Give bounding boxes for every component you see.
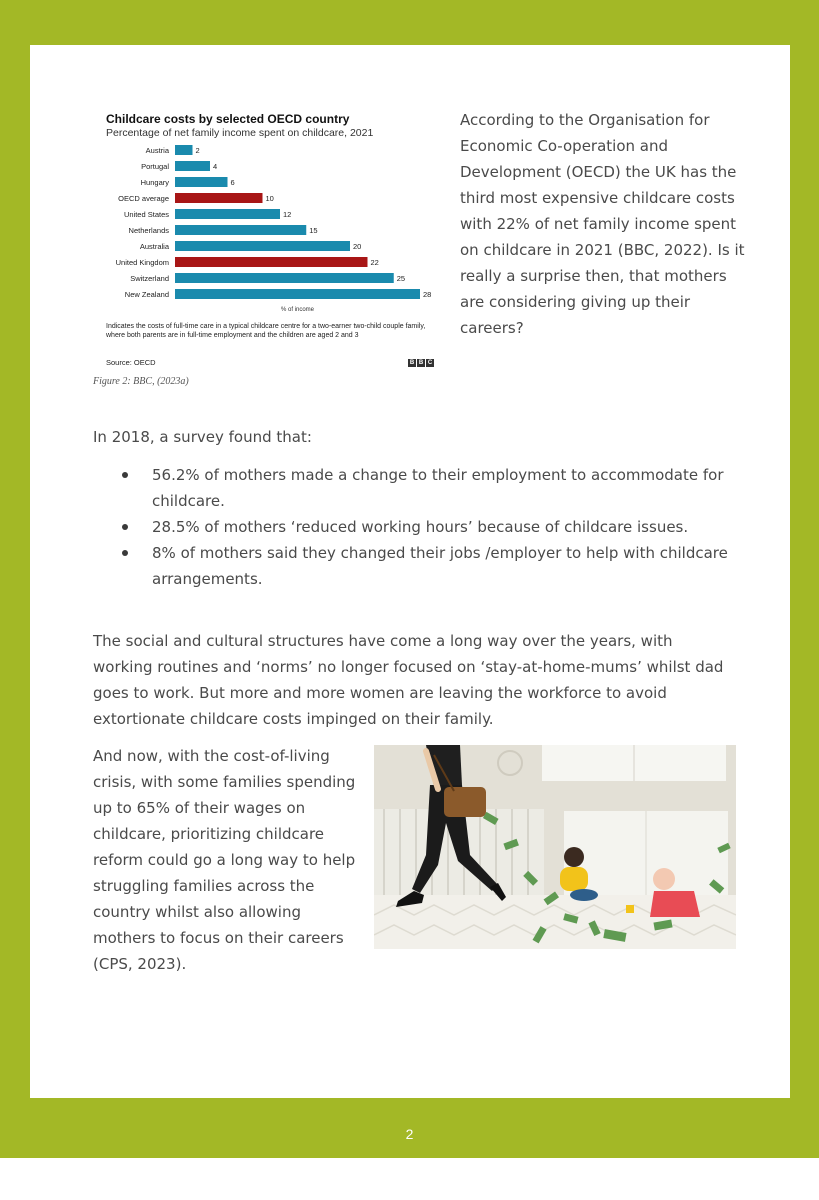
chart-category-label: United States [123, 210, 169, 219]
chart-bar [175, 145, 193, 155]
chart-source: Source: OECD [106, 358, 156, 367]
bullet-icon [122, 550, 128, 556]
chart-note: Indicates the costs of full-time care in a typical childcare centre for a two-earner two-child couple family, where both parents are in full-time employment and the children are aged 2 and 3 [106, 323, 426, 339]
mother-leaving-babies-illustration [374, 745, 736, 949]
list-item-text: 56.2% of mothers made a change to their employment to accommodate for childcare. [152, 466, 724, 510]
chart-bar [175, 241, 350, 251]
chart-category-label: United Kingdom [115, 258, 169, 267]
figure-caption: Figure 2: BBC, (2023a) [93, 376, 189, 387]
chart-bar [175, 273, 394, 283]
chart-category-label: OECD average [118, 194, 169, 203]
chart-subtitle: Percentage of net family income spent on childcare, 2021 [106, 127, 374, 139]
chart-data-label: 28 [423, 290, 432, 299]
chart-x-axis-label: % of income [280, 307, 315, 313]
intro-paragraph: According to the Organisation for Economic Co-operation and Development (OECD) the UK has the third most expensive childcare costs with 22% of net family income spent on childcare in 2021 (BBC, 2022). Is it really a surprise then, that mothers are considering giving up their careers? [460, 111, 745, 337]
chart-category-label: Portugal [141, 162, 169, 171]
list-item-text: 28.5% of mothers ‘reduced working hours’ because of childcare issues. [152, 518, 689, 536]
toy-block [626, 905, 634, 913]
chart-data-label: 12 [283, 210, 292, 219]
chart-data-label: 10 [265, 194, 274, 203]
chart-category-label: Switzerland [130, 274, 169, 283]
chart-data-label: 20 [353, 242, 362, 251]
chart-category-label: Australia [139, 242, 169, 251]
list-item [120, 514, 750, 540]
chart-category-label: Hungary [140, 178, 169, 187]
chart-bar [175, 193, 263, 203]
survey-list [120, 462, 750, 592]
chart-bar [175, 161, 210, 171]
bullet-icon [122, 524, 128, 530]
list-item [120, 540, 750, 592]
childcare-cost-chart [100, 110, 442, 368]
chart-data-label: 4 [213, 162, 218, 171]
list-item [120, 462, 750, 514]
chart-category-label: New Zealand [124, 290, 169, 299]
bbc-logo-letter: C [427, 360, 433, 366]
chart-category-label: Austria [145, 146, 169, 155]
chart-bar [175, 225, 306, 235]
chart-data-label: 25 [396, 274, 406, 283]
bbc-logo-letter: B [409, 360, 415, 366]
page-number: 2 [405, 1126, 414, 1142]
list-item-text: 8% of mothers said they changed their jobs /employer to help with childcare arrangements. [152, 544, 728, 588]
chart-data-label: 22 [370, 258, 379, 267]
page-bottom-margin [0, 1158, 819, 1200]
chart-bar [175, 177, 228, 187]
chart-category-label: Netherlands [128, 226, 169, 235]
crisis-paragraph: And now, with the cost-of-living crisis, with some families spending up to 65% of their wages on childcare, prioritizing childcare reform could go a long way to help struggling families across the country whilst also allowing mothers to focus on their careers (CPS, 2023). [93, 747, 356, 973]
chart-title: Childcare costs by selected OECD country [106, 112, 350, 126]
bbc-logo [408, 359, 434, 367]
chart-data-label: 2 [195, 146, 200, 155]
bbc-logo-letter: B [418, 360, 424, 366]
chart-bar [175, 289, 420, 299]
bullet-icon [122, 472, 128, 478]
chart-data-label: 6 [230, 178, 235, 187]
chart-bar [175, 209, 280, 219]
social-paragraph: The social and cultural structures have come a long way over the years, with working routines and ‘norms’ no longer focused on ‘stay-at-home-mums’ whilst dad goes to work. But more and more women are leaving the workforce to avoid extortionate childcare costs impinged on their family. [93, 632, 724, 728]
handbag-icon [444, 787, 486, 817]
survey-lead: In 2018, a survey found that: [93, 428, 312, 446]
chart-bar [175, 257, 368, 267]
chart-data-label: 15 [309, 226, 318, 235]
